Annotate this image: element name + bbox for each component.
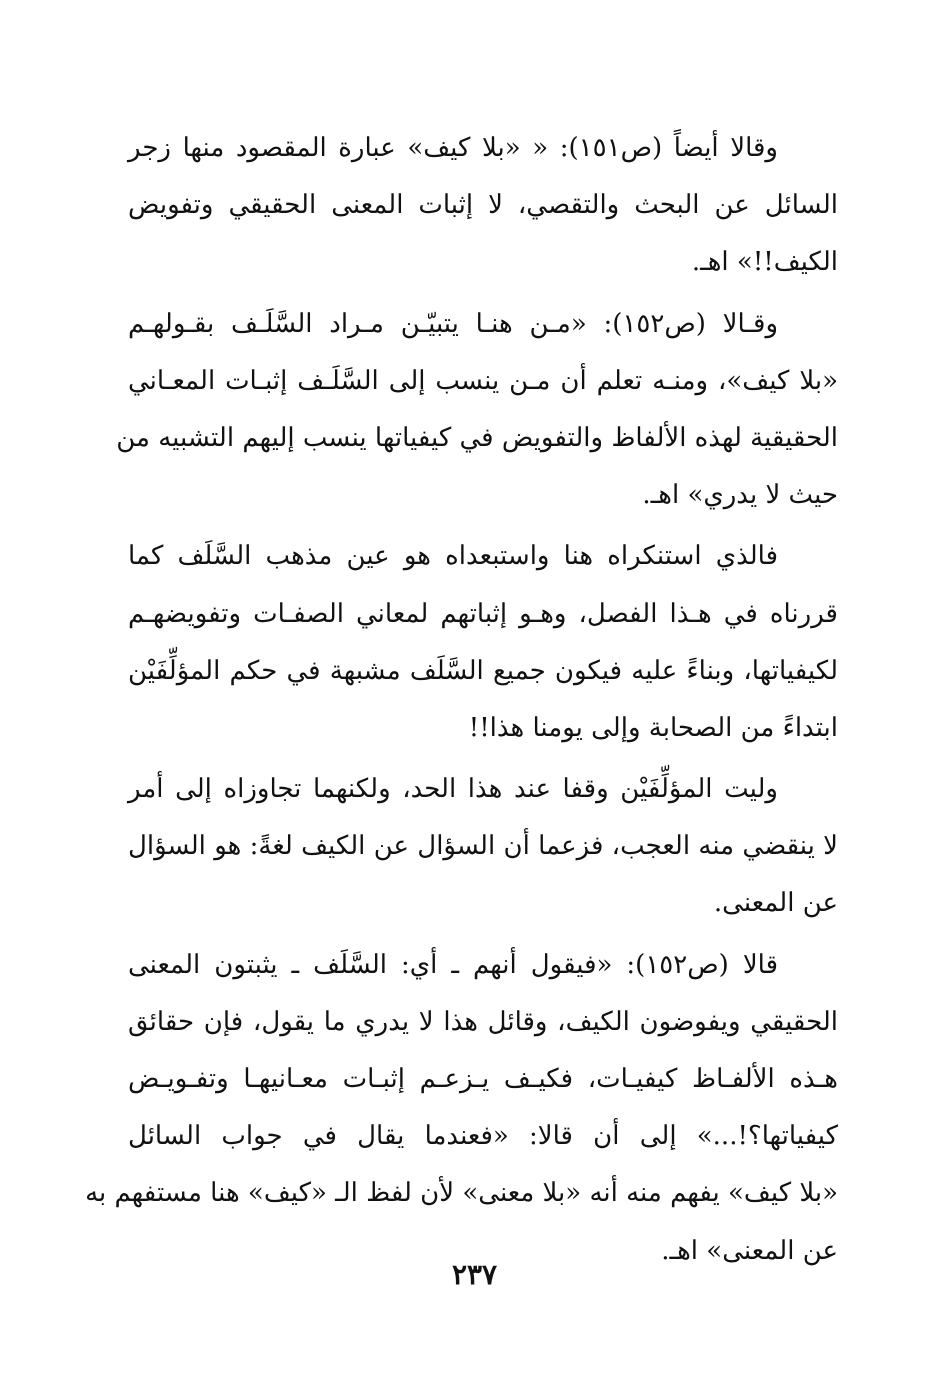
text-line: فالذي استنكراه هنا واستبعداه هو عين مذهب السَّلَف كما <box>128 541 778 572</box>
text-line: الحقيقي ويفوضون الكيف، وقائل هذا لا يدري ما يقول، فإن حقائق <box>128 1006 838 1037</box>
text-line: كيفياتها؟!...» إلى أن قالا: «فعندما يقال في جواب السائل <box>128 1121 838 1152</box>
paragraph <box>116 296 838 525</box>
text-line: وقالا أيضاً (ص١٥١): « «بلا كيف» عبارة المقصود منها زجر <box>128 133 778 163</box>
paragraph <box>128 528 838 757</box>
paragraph <box>128 761 838 933</box>
text-line: وقـالا (ص١٥٢): «مـن هنـا يتبيّـن مـراد السَّلَـف بقـولهـم <box>128 308 778 339</box>
text-line: «بلا كيف» يفهم منه أنه «بلا معنى» لأن لفظ الـ «كيف» هنا مستفهم به <box>85 1178 838 1209</box>
paragraph <box>85 937 838 1280</box>
text-line: عن المعنى» اهـ. <box>661 1235 838 1266</box>
text-line: «بلا كيف»، ومنـه تعلم أن مـن ينسب إلى السَّلَـف إثبـات المعـاني <box>128 365 838 396</box>
text-line: حيث لا يدري» اهـ. <box>642 480 838 511</box>
paragraph <box>128 120 838 292</box>
text-line: ابتداءً من الصحابة وإلى يومنا هذا!! <box>468 712 838 743</box>
text-line: الحقيقية لهذه الألفاظ والتفويض في كيفياتها ينسب إليهم التشبيه من <box>116 422 838 453</box>
text-line: قررناه في هـذا الفصل، وهـو إثباتهم لمعاني الصفـات وتفويضهـم <box>128 598 838 629</box>
text-line: هـذه الألفـاظ كيفيـات، فكيـف يـزعـم إثبـات معـانيهـا وتفـويـض <box>128 1064 838 1094</box>
text-line: قالا (ص١٥٢): «فيقول أنهم ـ أي: السَّلَف ـ يثبتون المعنى <box>128 949 778 980</box>
text-line: لكيفياتها، وبناءً عليه فيكون جميع السَّلَف مشبهة في حكم المؤلِّفَيْن <box>128 655 838 686</box>
text-line: السائل عن البحث والتقصي، لا إثبات المعنى الحقيقي وتفويض <box>128 190 838 221</box>
body-text <box>85 120 838 1284</box>
text-line: عن المعنى. <box>713 888 838 919</box>
text-line: وليت المؤلِّفَيْن وقفا عند هذا الحد، ولكنهما تجاوزاه إلى أمر <box>128 774 778 805</box>
text-line: لا ينقضي منه العجب، فزعما أن السؤال عن الكيف لغةً: هو السؤال <box>128 831 838 862</box>
page-number: ٢٣٧ <box>451 1258 498 1291</box>
text-line: الكيف!!» اهـ. <box>691 247 838 278</box>
